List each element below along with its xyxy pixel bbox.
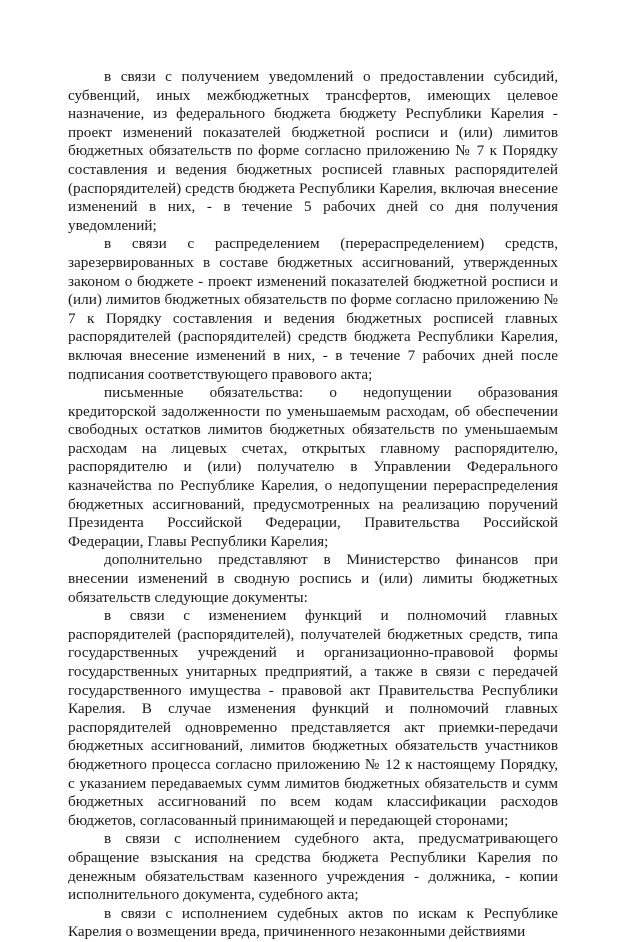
paragraph-written-obligations: письменные обязательства: о недопущении образования кредиторской задолженности по уменьшаемым расходам, об обеспечении свободных остатков лимитов бюджетных обязательств по уменьшаемым расходам на лицевых счетах, открытых главному распорядителю, распорядителю и (или) получателю в Управлении Федерального казначейства по Республике Карелия, о недопущении перераспределения бюджетных ассигнований, предусмотренных на реализацию поручений Президента Российской Федерации, Правительства Российской Федерации, Главы Республики Карелия; (68, 384, 558, 550)
paragraph-function-changes: в связи с изменением функций и полномочий главных распорядителей (распорядителей), получателей бюджетных средств, типа государственных учреждений и организационно-правовой формы государственных унитарных предприятий, а также в связи с передачей государственного имущества - правовой акт Правительства Республики Карелия. В случае изменения функций и полномочий главных распорядителей одновременно представляется акт приемки-передачи бюджетных ассигнований, лимитов бюджетных обязательств участников бюджетного процесса согласно приложению № 12 к настоящему Порядку, с указанием передаваемых сумм лимитов бюджетных обязательств и сумм бюджетных ассигнований по всем кодам классификации расходов бюджетов, согласованный принимающей и передающей сторонами; (68, 607, 558, 829)
paragraph-court-act: в связи с исполнением судебного акта, предусматривающего обращение взыскания на средства бюджета Республики Карелия по денежным обязательствам казенного учреждения - должника, - копии исполнительного документа, судебного акта; (68, 830, 558, 904)
paragraph-reserved-funds: в связи с распределением (перераспределением) средств, зарезервированных в составе бюджетных ассигнований, утвержденных законом о бюджете - проект изменений показателей бюджетной росписи и (или) лимитов бюджетных обязательств по форме согласно приложению № 7 к Порядку составления и ведения бюджетных росписей главных распорядителей (распорядителей) средств бюджета Республики Карелия, включая внесение изменений в них, - в течение 7 рабочих дней после подписания соответствующего правового акта; (68, 235, 558, 383)
document-body (68, 68, 558, 942)
paragraph-court-claims: в связи с исполнением судебных актов по искам к Республике Карелия о возмещении вреда, причиненного незаконными действиями (68, 904, 558, 941)
paragraph-additional-documents: дополнительно представляют в Министерство финансов при внесении изменений в сводную роспись и (или) лимиты бюджетных обязательств следующие документы: (68, 551, 558, 606)
paragraph-subsidy-notifications: в связи с получением уведомлений о предоставлении субсидий, субвенций, иных межбюджетных трансфертов, имеющих целевое назначение, из федерального бюджета бюджету Республики Карелия - проект изменений показателей бюджетной росписи и (или) лимитов бюджетных обязательств по форме согласно приложению № 7 к Порядку составления и ведения бюджетных росписей главных распорядителей (распорядителей) средств бюджета Республики Карелия, включая внесение изменений в них, - в течение 5 рабочих дней со дня получения уведомлений; (68, 68, 558, 234)
